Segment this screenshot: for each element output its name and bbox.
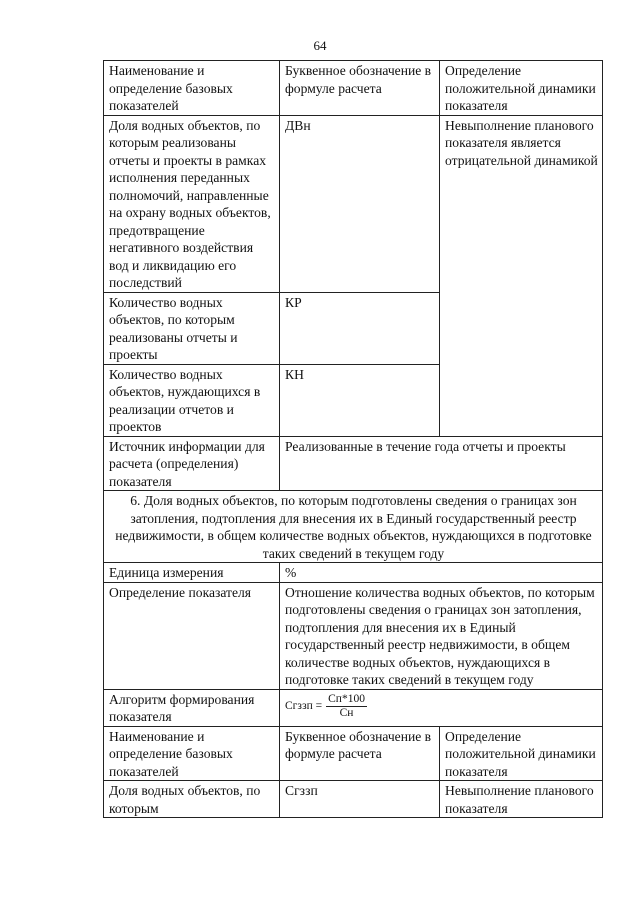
source-row <box>104 436 603 491</box>
formula-fraction <box>326 693 367 720</box>
definition-value-cell: Отношение количества водных объектов, по которым подготовлены сведения о границах зон затопления, подтопления для внесения их в Единый государственный реестр недвижимости, в общем количестве водных объектов, нуждающихся в подготовке таких сведений в текущем году <box>280 582 603 689</box>
indicator-symbol-cell: КР <box>280 292 440 364</box>
unit-row <box>104 563 603 583</box>
section-title-row <box>104 491 603 563</box>
dynamics-cell: Невыполнение планового показателя <box>440 781 603 818</box>
formula <box>285 691 598 720</box>
section-title: 6. Доля водных объектов, по которым подготовлены сведения о границах зон затопления, подтопления для внесения их в Единый государственный реестр недвижимости, в общем количестве водных объектов, нуждающихся в подготовке таких сведений в текущем году <box>104 491 603 563</box>
indicator-symbol-cell: Сгззп <box>280 781 440 818</box>
header-row <box>104 726 603 781</box>
header-name-cell: Наименование и определение базовых показателей <box>104 61 280 116</box>
algorithm-row <box>104 689 603 726</box>
indicator-table <box>103 60 603 818</box>
header-dynamics-cell: Определение положительной динамики показателя <box>440 61 603 116</box>
indicator-name-cell: Доля водных объектов, по которым <box>104 781 280 818</box>
header-row <box>104 61 603 116</box>
header-name-cell: Наименование и определение базовых показателей <box>104 726 280 781</box>
formula-cell <box>280 689 603 726</box>
indicator-symbol-cell: ДВн <box>280 115 440 292</box>
source-label-cell: Источник информации для расчета (определения) показателя <box>104 436 280 491</box>
formula-numerator: Сп*100 <box>328 692 365 705</box>
dynamics-cell: Невыполнение планового показателя является отрицательной динамикой <box>440 115 603 436</box>
header-symbol-cell: Буквенное обозначение в формуле расчета <box>280 61 440 116</box>
table-row <box>104 781 603 818</box>
source-value-cell: Реализованные в течение года отчеты и проекты <box>280 436 603 491</box>
indicator-name-cell: Доля водных объектов, по которым реализованы отчеты и проекты в рамках исполнения переданных полномочий, направленные на охрану водных объектов, предотвращение негативного воздействия вод и ликвидацию его последствий <box>104 115 280 292</box>
algorithm-label-cell: Алгоритм формирования показателя <box>104 689 280 726</box>
indicator-name-cell: Количество водных объектов, по которым реализованы отчеты и проекты <box>104 292 280 364</box>
formula-lhs: Сгззп = <box>285 699 323 712</box>
definition-label-cell: Определение показателя <box>104 582 280 689</box>
unit-label-cell: Единица измерения <box>104 563 280 583</box>
page-number: 64 <box>313 38 327 53</box>
formula-denominator: Сн <box>339 706 354 719</box>
definition-row <box>104 582 603 689</box>
indicator-name-cell: Количество водных объектов, нуждающихся в реализации отчетов и проектов <box>104 364 280 436</box>
unit-value-cell: % <box>280 563 603 583</box>
header-symbol-cell: Буквенное обозначение в формуле расчета <box>280 726 440 781</box>
header-dynamics-cell: Определение положительной динамики показателя <box>440 726 603 781</box>
indicator-symbol-cell: КН <box>280 364 440 436</box>
table-row <box>104 115 603 292</box>
